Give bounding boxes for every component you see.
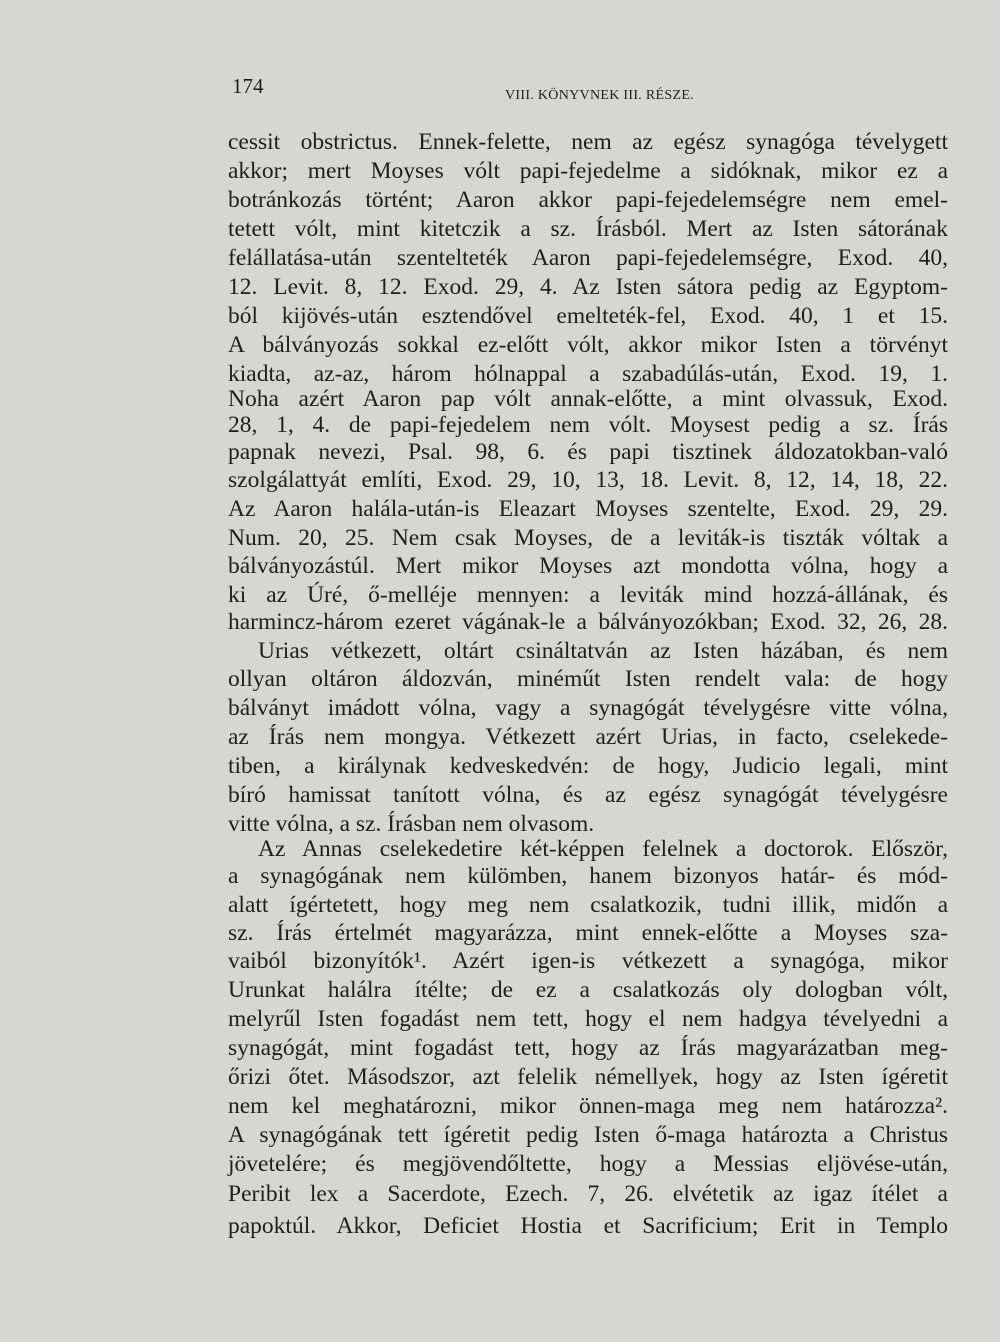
margin-notes [0,0,230,1342]
text-line: tiben, a királynak kedveskedvén: de hogy, Judicio legali, mint [228,753,948,779]
text-line: az Írás nem mongya. Vétkezett azért Urias, in facto, cselekede- [228,724,948,750]
text-line: szolgálattyát említi, Exod. 29, 10, 13, 18. Levit. 8, 12, 14, 18, 22. [228,467,948,493]
text-line: Urias vétkezett, oltárt csináltatván az Isten házában, és nem [258,638,948,664]
text-line: kiadta, az-az, három hólnappal a szabadúlás-után, Exod. 19, 1. [228,361,948,387]
text-line: 28, 1, 4. de papi-fejedelem nem vólt. Moysest pedig a sz. Írás [228,412,948,438]
text-line: Num. 20, 25. Nem csak Moyses, de a leviták-is tiszták vóltak a [228,525,948,551]
text-line: nem kel meghatározni, mikor önnen-maga meg nem határozza². [228,1093,948,1119]
text-line: ki az Úré, ő-melléje mennyen: a leviták mind hozzá-állának, és [228,582,948,608]
text-line: A synagógának tett ígéretit pedig Isten ő-maga határozta a Christus [228,1122,948,1148]
text-line: akkor; mert Moyses vólt papi-fejedelme a sidóknak, mikor ez a [228,158,948,184]
text-line: bálványozástúl. Mert mikor Moyses azt mondotta vólna, hogy a [228,553,948,579]
text-line: tetett vólt, mint kitetczik a sz. Írásból. Mert az Isten sátorának [228,216,948,242]
text-line: alatt ígértetett, hogy meg nem csalatkozik, tudni illik, midőn a [228,892,948,918]
text-line: cessit obstrictus. Ennek-felette, nem az egész synagóga tévelygett [228,129,948,155]
text-line: botránkozás történt; Aaron akkor papi-fejedelemségre nem emel- [228,187,948,213]
text-line: Peribit lex a Sacerdote, Ezech. 7, 26. elvétetik az igaz ítélet a [228,1181,948,1207]
text-line: vitte vólna, a sz. Írásban nem olvasom. [228,811,595,837]
text-line: synagógát, mint fogadást tett, hogy az Írás magyarázatban meg- [228,1035,948,1061]
text-line: vaiból bizonyítók¹. Azért igen-is vétkezett a synagóga, mikor [228,948,948,974]
text-line: papnak nevezi, Psal. 98, 6. és papi tisztinek áldozatokban-való [228,439,948,465]
text-line: őrizi őtet. Másodszor, azt felelik némellyek, hogy az Isten ígéretit [228,1064,948,1090]
text-line: Az Aaron halála-után-is Eleazart Moyses szentelte, Exod. 29, 29. [228,496,948,522]
page-number: 174 [232,74,264,98]
text-line: a synagógának nem külömben, hanem bizonyos határ- és mód- [228,863,948,889]
text-line: sz. Írás értelmét magyarázza, mint ennek-előtte a Moyses sza- [228,920,948,946]
text-line: 12. Levit. 8, 12. Exod. 29, 4. Az Isten sátora pedig az Egyptom- [228,274,948,300]
text-line: ból kijövés-után esztendővel emelteték-fel, Exod. 40, 1 et 15. [228,303,948,329]
text-line: bíró hamissat tanított vólna, és az egész synagógát tévelygésre [228,782,948,808]
text-line: A bálványozás sokkal ez-előtt vólt, akkor mikor Isten a törvényt [228,332,948,358]
text-line: harmincz-három ezeret vágának-le a bálványozókban; Exod. 32, 26, 28. [228,609,948,635]
text-line: ollyan oltáron áldozván, minéműt Isten rendelt vala: de hogy [228,666,948,692]
text-line: Urunkat halálra ítélte; de ez a csalatkozás oly dologban vólt, [228,977,948,1003]
text-line: felállatása-után szentelteték Aaron papi-fejedelemségre, Exod. 40, [228,245,948,271]
text-line: papoktúl. Akkor, Deficiet Hostia et Sacrificium; Erit in Templo [228,1213,948,1239]
text-line: melyrűl Isten fogadást nem tett, hogy el nem hadgya tévelyedni a [228,1006,948,1032]
text-line: jövetelére; és megjövendőltette, hogy a Messias eljövése-után, [228,1151,948,1177]
text-line: Az Annas cselekedetire két-képpen felelnek a doctorok. Először, [258,836,948,862]
running-head: VIII. KÖNYVNEK III. RÉSZE. [505,88,694,103]
text-line: Noha azért Aaron pap vólt annak-előtte, a mint olvassuk, Exod. [228,386,948,412]
text-line: bálványt imádott vólna, vagy a synagógát tévelygésre vitte vólna, [228,695,948,721]
